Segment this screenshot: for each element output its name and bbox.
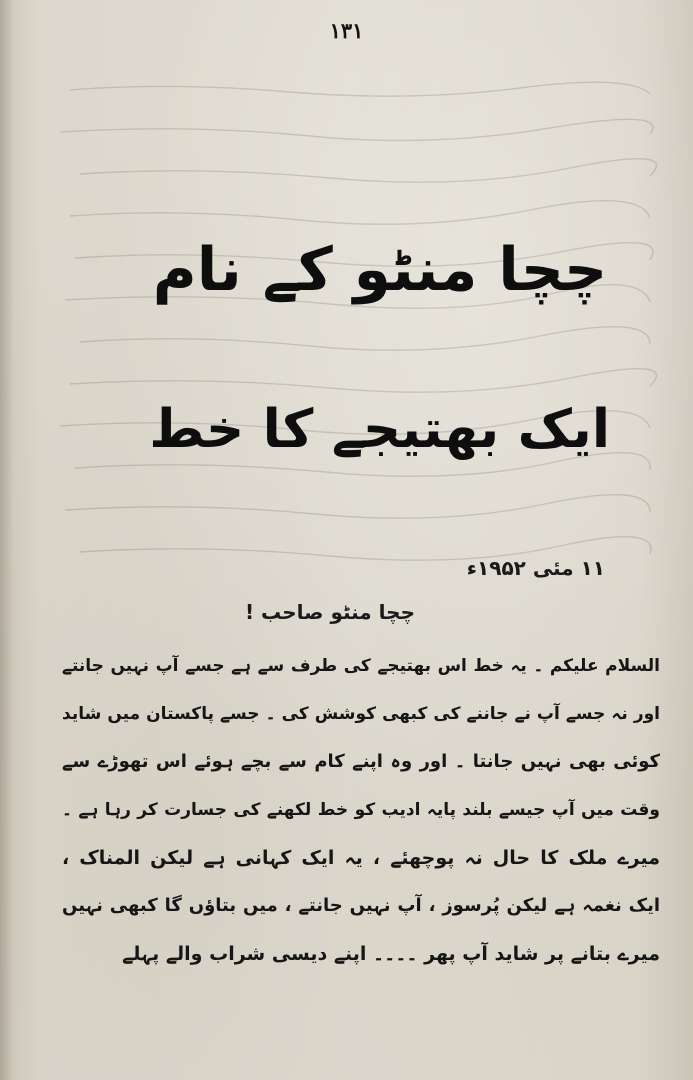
- page-number: ۱۳۱: [329, 18, 364, 43]
- body-line-5: میرے ملک کا حال نہ پوچھئے ، یہ ایک کہانی ہے لیکن المناک ،: [62, 847, 660, 869]
- letter-salutation: چچا منٹو صاحب !: [244, 600, 415, 624]
- body-line-6: ایک نغمہ ہے لیکن پُرسوز ، آپ نہیں جانتے ، میں بتاؤں گا کبھی نہیں: [62, 895, 660, 916]
- body-line-4: وقت میں آپ جیسے بلند پایہ ادیب کو خط لکھنے کی جسارت کر رہا ہے ۔: [62, 800, 660, 820]
- title-line-1: چچا منٹو کے نام: [152, 235, 608, 305]
- body-line-3: کوئی بھی نہیں جانتا ۔ اور وہ اپنے کام سے بچے ہوئے اس تھوڑے سے: [62, 751, 660, 772]
- letter-date: ۱۱ مئی ۱۹۵۲ء: [466, 556, 605, 580]
- body-line-2: اور نہ جسے آپ نے جاننے کی کبھی کوشش کی ۔ جسے پاکستان میں شاید: [62, 704, 660, 724]
- body-line-1: السلام علیکم ۔ یہ خط اس بھتیجے کی طرف سے ہے جسے آپ نہیں جانتے: [62, 656, 660, 676]
- binding-shadow: [0, 0, 14, 1080]
- title-line-2: ایک بھتیجے کا خط: [149, 399, 610, 460]
- body-line-7: میرے بتانے پر شاید آپ پھر ۔۔۔۔ اپنے دیسی شراب والے پہلے: [122, 943, 660, 965]
- letter-body: [62, 642, 660, 978]
